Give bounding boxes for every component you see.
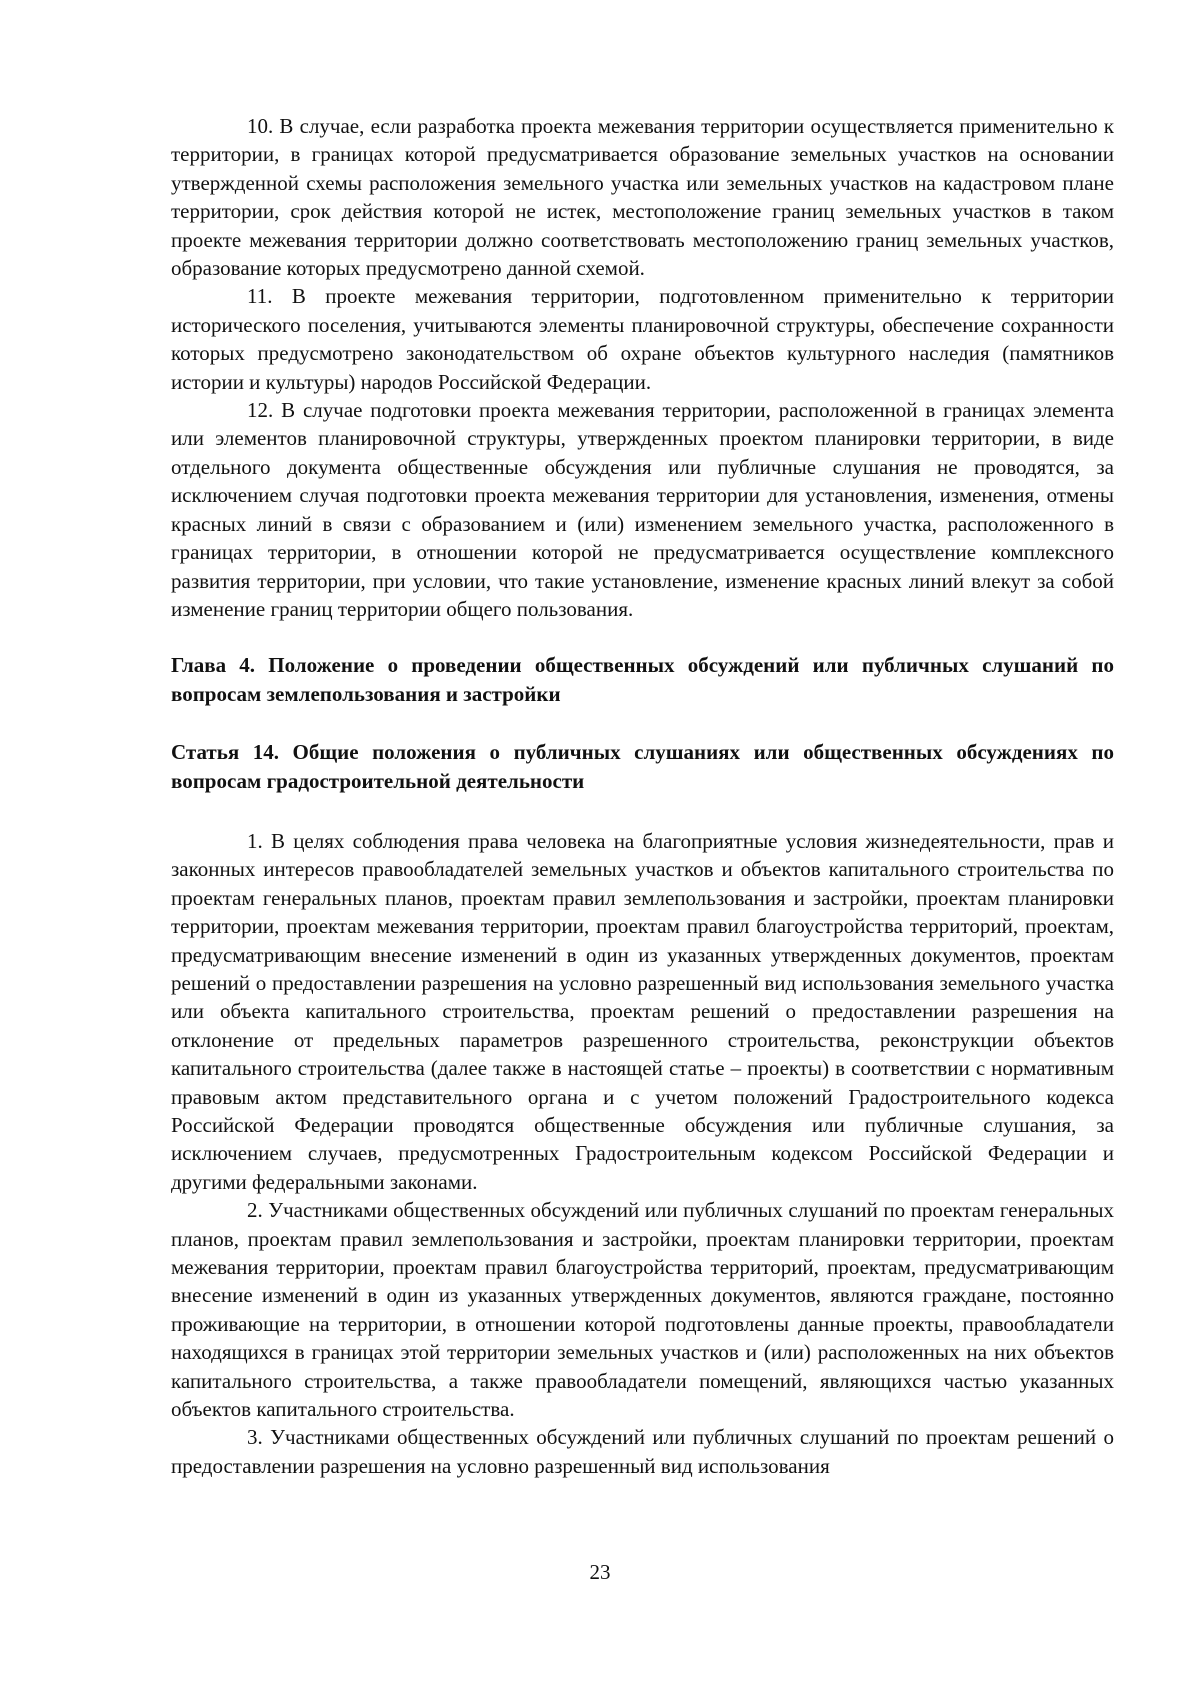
paragraph-10: 10. В случае, если разработка проекта межевания территории осуществляется применительно к территории, в границах которой предусматривается образование земельных участков на основании утвержденной схемы расположения земельного участка или земельных участков на кадастровом плане территории, срок действия которой не истек, местоположение границ земельных участков в таком проекте межевания территории должно соответствовать местоположению границ земельных участков, образование которых предусмотрено данной схемой. bbox=[171, 114, 1114, 281]
article-paragraph-1: 1. В целях соблюдения права человека на благоприятные условия жизнедеятельности, прав и законных интересов правообладателей земельных участков и объектов капитального строительства по проектам генеральных планов, проектам правил землепользования и застройки, проектам планировки территории, проектам межевания территории, проектам правил благоустройства территорий, проектам, предусматривающим внесение изменений в один из указанных утвержденных документов, проектам решений о предоставлении разрешения на условно разрешенный вид использования земельного участка или объекта капитального строительства, проектам решений о предоставлении разрешения на отклонение от предельных параметров разрешенного строительства, реконструкции объектов капитального строительства (далее также в настоящей статье – проекты) в соответствии с нормативным правовым актом представительного органа и с учетом положений Градостроительного кодекса Российской Федерации проводятся общественные обсуждения или публичные слушания, за исключением случаев, предусмотренных Градостроительным кодексом Российской Федерации и другими федеральными законами. bbox=[171, 828, 1114, 1194]
paragraph-11: 11. В проекте межевания территории, подготовленном применительно к территории исторического поселения, учитываются элементы планировочной структуры, обеспечение сохранности которых предусмотрено законодательством об охране объектов культурного наследия (памятников истории и культуры) народов Российской Федерации. bbox=[171, 284, 1114, 394]
article-paragraph-3: 3. Участниками общественных обсуждений или публичных слушаний по проектам решений о предоставлении разрешения на условно разрешенный вид использования bbox=[171, 1425, 1114, 1478]
chapter-heading: Глава 4. Положение о проведении общественных обсуждений или публичных слушаний по вопросам землепользования и застройки bbox=[171, 653, 1114, 706]
paragraph-12: 12. В случае подготовки проекта межевания территории, расположенной в границах элемента или элементов планировочной структуры, утвержденных проектом планировки территории, в виде отдельного документа общественные обсуждения или публичные слушания не проводятся, за исключением случая подготовки проекта межевания территории для установления, изменения, отмены красных линий в связи с образованием и (или) изменением земельного участка, расположенного в границах территории, в отношении которой не предусматривается осуществление комплексного развития территории, при условии, что такие установление, изменение красных линий влекут за собой изменение границ территории общего пользования. bbox=[171, 398, 1114, 621]
page-number: 23 bbox=[589, 1560, 611, 1584]
article-heading: Статья 14. Общие положения о публичных слушаниях или общественных обсуждениях по вопросам градостроительной деятельности bbox=[171, 740, 1114, 793]
article-paragraph-2: 2. Участниками общественных обсуждений или публичных слушаний по проектам генеральных планов, проектам правил землепользования и застройки, проектам планировки территории, проектам межевания территории, проектам правил благоустройства территорий, проектам, предусматривающим внесение изменений в один из указанных утвержденных документов, являются граждане, постоянно проживающие на территории, в отношении которой подготовлены данные проекты, правообладатели находящихся в границах этой территории земельных участков и (или) расположенных на них объектов капитального строительства, а также правообладатели помещений, являющихся частью указанных объектов капитального строительства. bbox=[171, 1198, 1114, 1422]
document-page bbox=[171, 112, 1114, 1480]
